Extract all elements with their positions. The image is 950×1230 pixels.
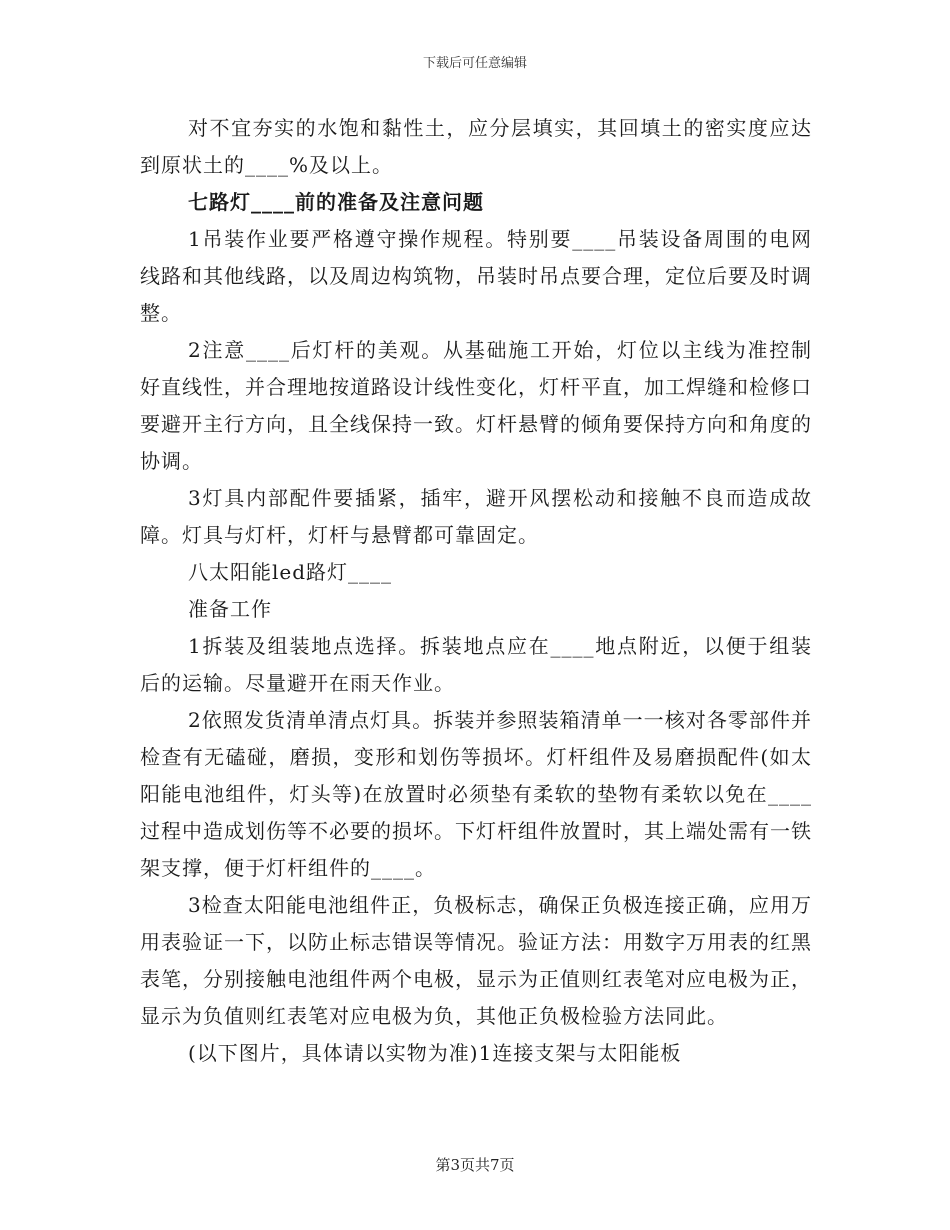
document-body — [140, 110, 812, 1072]
paragraph-hoisting: 1吊装作业要严格遵守操作规程。特别要____吊装设备周围的电网线路和其他线路，以及周边构筑物，吊装时吊点要合理，定位后要及时调整。 — [140, 227, 812, 325]
section-heading-7: 七路灯____前的准备及注意问题 — [188, 190, 484, 214]
paragraph-backfill: 对不宜夯实的水饱和黏性土，应分层填实，其回填土的密实度应达到原状土的____%及以上。 — [140, 116, 812, 177]
section-heading-8: 八太阳能led路灯____ — [188, 560, 393, 584]
paragraph-image-note: (以下图片，具体请以实物为准)1连接支架与太阳能板 — [188, 1041, 682, 1065]
subheading-preparation: 准备工作 — [188, 597, 272, 621]
paragraph-pole-appearance: 2注意____后灯杆的美观。从基础施工开始，灯位以主线为准控制好直线性，并合理地按道路设计线性变化，灯杆平直，加工焊缝和检修口要避开主行方向，且全线保持一致。灯杆悬臂的倾角要保持方向和角度的协调。 — [140, 338, 812, 473]
page-footer: 第3页共7页 — [435, 1156, 515, 1174]
paragraph-site-selection: 1拆装及组装地点选择。拆装地点应在____地点附近，以便于组装后的运输。尽量避开在雨天作业。 — [140, 634, 812, 695]
paragraph-polarity-check: 3检查太阳能电池组件正，负极标志，确保正负极连接正确，应用万用表验证一下，以防止标志错误等情况。验证方法：用数字万用表的红黑表笔，分别接触电池组件两个电极，显示为正值则红表笔对应电极为正，显示为负值则红表笔对应电极为负，其他正负极检验方法同此。 — [140, 893, 812, 1028]
paragraph-inventory-check: 2依照发货清单清点灯具。拆装并参照装箱清单一一核对各零部件并检查有无磕碰，磨损，变形和划伤等损坏。灯杆组件及易磨损配件(如太阳能电池组件，灯头等)在放置时必须垫有柔软的垫物有柔软以免在____过程中造成划伤等不必要的损坏。下灯杆组件放置时，其上端处需有一铁架支撑，便于灯杆组件的____。 — [140, 708, 812, 880]
paragraph-fixture-parts: 3灯具内部配件要插紧，插牢，避开风摆松动和接触不良而造成故障。灯具与灯杆，灯杆与悬臂都可靠固定。 — [140, 486, 812, 547]
page-header: 下载后可任意编辑 — [422, 56, 527, 71]
